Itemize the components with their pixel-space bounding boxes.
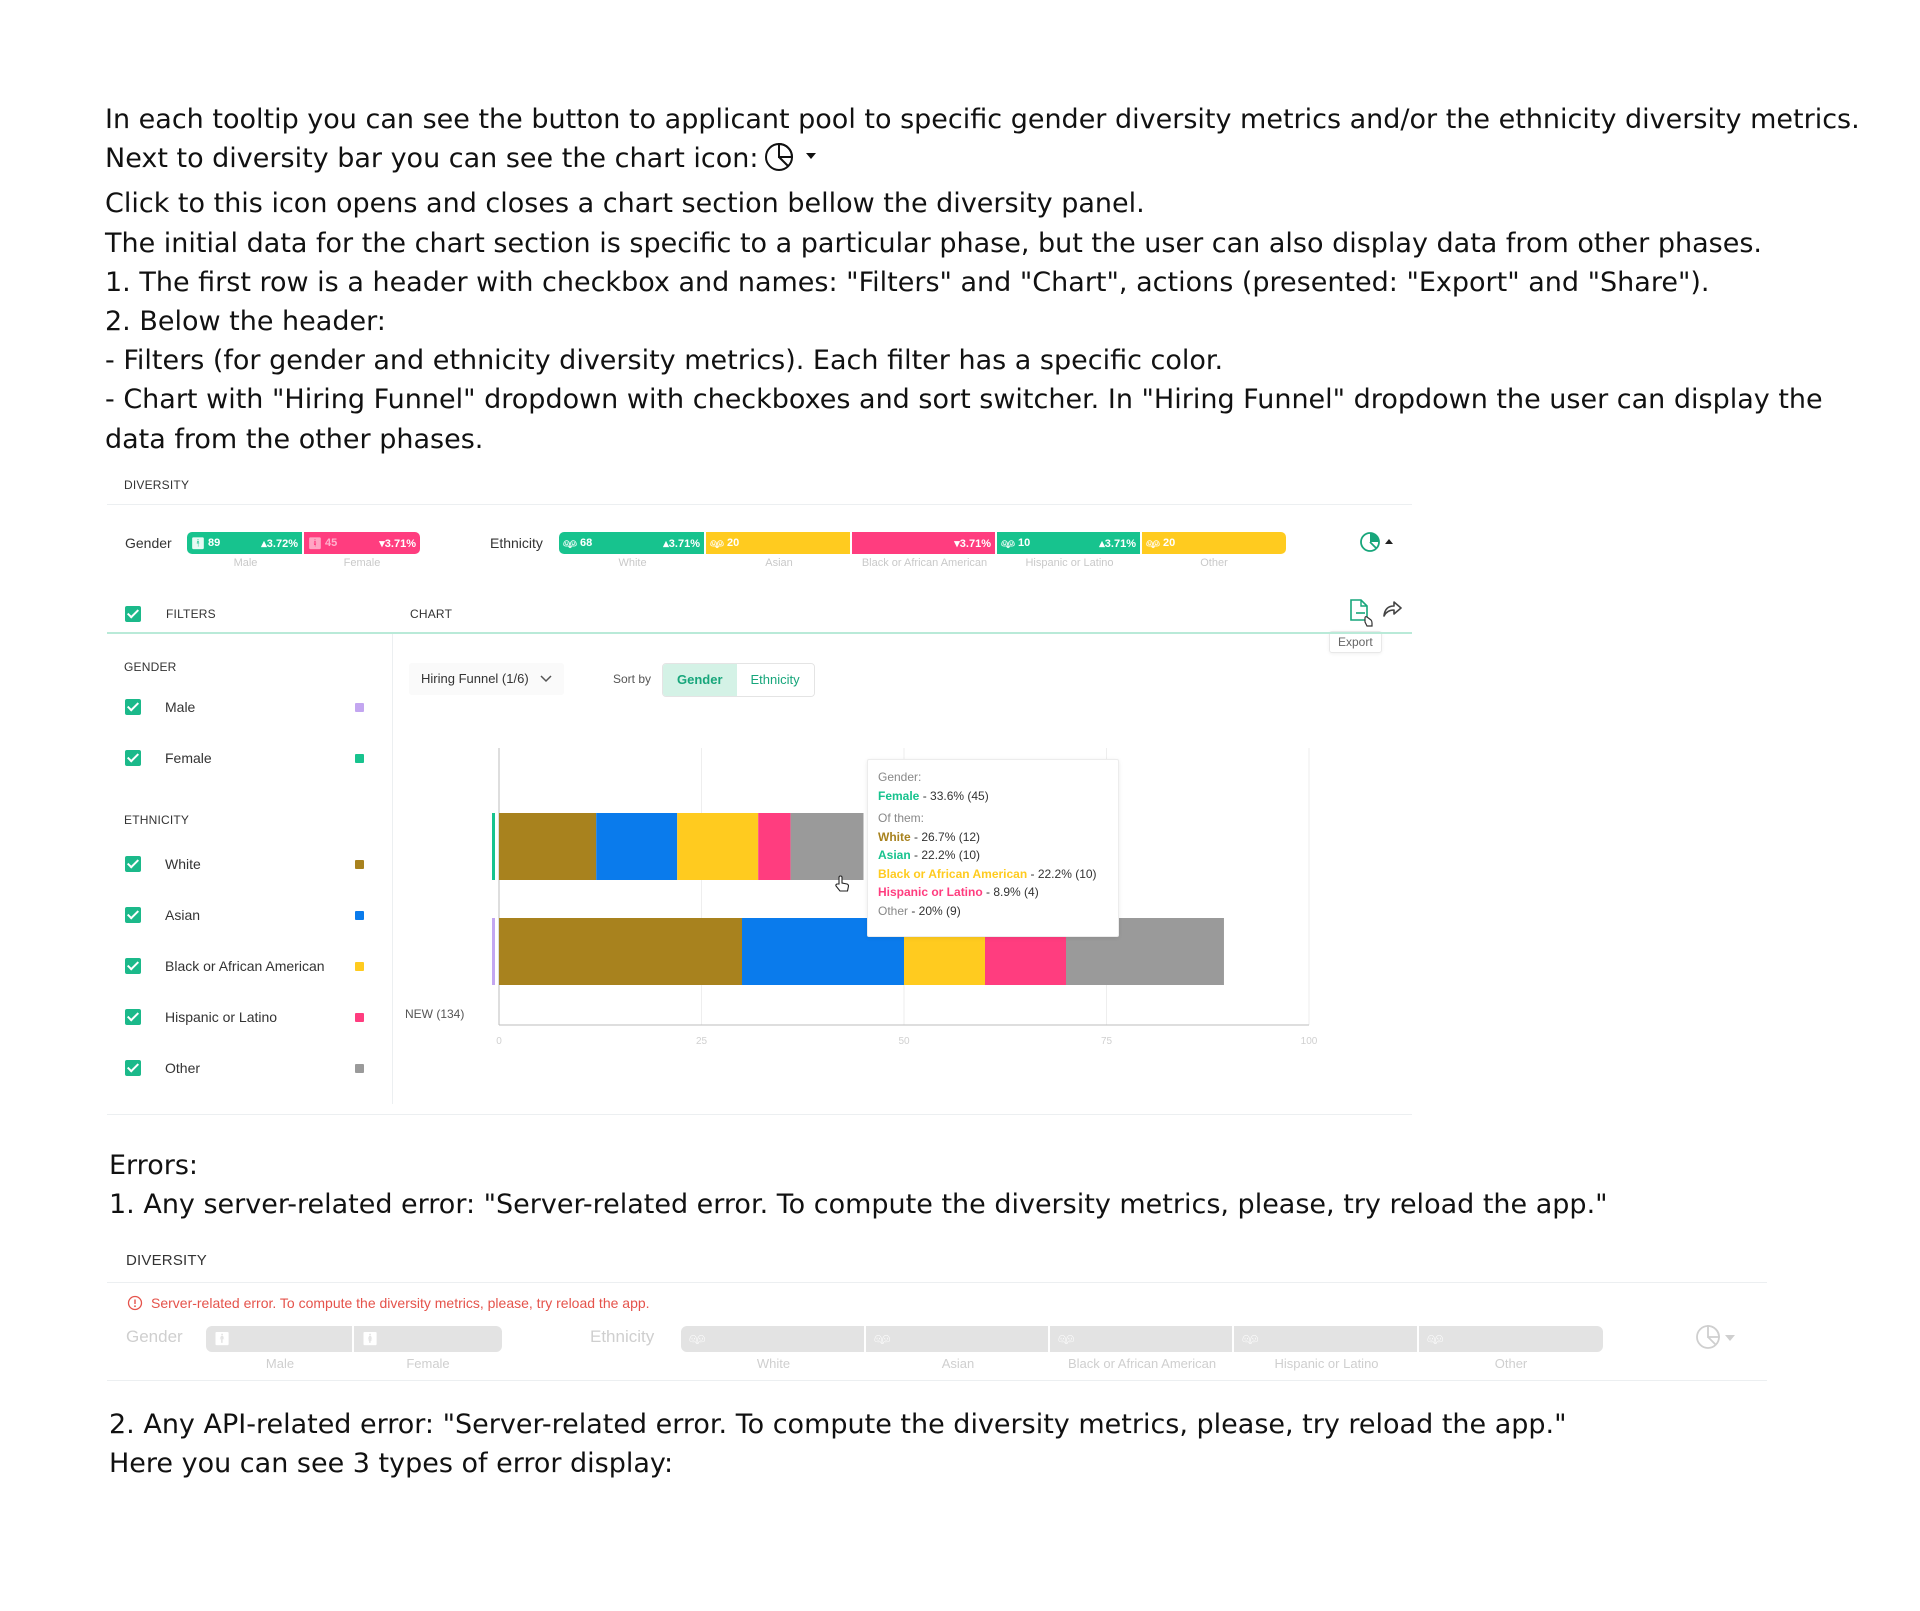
tooltip-row-value: - 20% (9) xyxy=(908,903,961,918)
female-filter-checkbox[interactable] xyxy=(125,750,141,766)
error-ethnicity-segment: 👫︎ xyxy=(866,1326,1050,1352)
ethnicity-diversity-bar[interactable] xyxy=(559,532,1286,554)
intro-line: 1. The first row is a header with checkbox and names: "Filters" and "Chart", actions (presented: "Export" and "Share"). xyxy=(105,266,1710,298)
diversity-panel-screenshot xyxy=(107,468,1412,1115)
error-icon xyxy=(127,1295,143,1316)
intro-line xyxy=(105,139,1865,184)
female-filter-label: Female xyxy=(165,750,212,766)
x-tick-label: 50 xyxy=(898,1036,910,1047)
error-ethnicity-label: Ethnicity xyxy=(590,1327,655,1346)
error-gender-bar xyxy=(206,1326,502,1352)
tooltip-row-value: - 8.9% (4) xyxy=(982,885,1039,899)
female-count: 45 xyxy=(324,537,338,549)
black-filter-label: Black or African American xyxy=(165,958,325,974)
error-ethnicity-sublabel: Black or African American xyxy=(1067,1356,1217,1371)
error-gender-sublabel: Male xyxy=(265,1356,295,1371)
gender-filter-title: GENDER xyxy=(124,660,177,674)
error-ethnicity-sublabel: Asian xyxy=(941,1356,975,1371)
asian-filter-checkbox[interactable] xyxy=(125,907,141,923)
error-ethnicity-sublabel: Hispanic or Latino xyxy=(1274,1356,1379,1371)
tooltip-row xyxy=(878,883,1108,902)
sort-ethnicity-option[interactable]: Ethnicity xyxy=(737,664,814,696)
category-label: NEW (134) xyxy=(405,1007,465,1021)
filters-checkbox[interactable] xyxy=(125,606,141,622)
filters-header: FILTERS xyxy=(166,607,216,621)
hispanic-delta: ▴3.71% xyxy=(1099,537,1136,550)
intro-text xyxy=(105,100,1865,459)
chart-toggle-icon-disabled xyxy=(1695,1323,1739,1356)
tooltip-row xyxy=(878,865,1108,884)
error-ethnicity-sublabel: Other xyxy=(1494,1356,1528,1371)
ethnicity-label: Ethnicity xyxy=(490,535,543,551)
error-gender-segment: 🚹︎ xyxy=(206,1326,354,1352)
error-item: 1. Any server-related error: "Server-related error. To compute the diversity metrics, please, try reload the app." xyxy=(109,1189,1608,1221)
other-segment[interactable] xyxy=(1142,532,1286,554)
male-sublabel: Male xyxy=(233,557,258,569)
error-gender-sublabel: Female xyxy=(406,1356,450,1371)
chart-toggle-icon[interactable] xyxy=(1359,530,1399,559)
other-color-swatch xyxy=(355,1064,364,1073)
bar-segment-black-or-african-american xyxy=(677,813,758,880)
asian-color-swatch xyxy=(355,911,364,920)
male-segment[interactable] xyxy=(187,532,304,554)
tooltip-row xyxy=(878,902,1108,921)
hispanic-color-swatch xyxy=(355,1013,364,1022)
intro-line: - Chart with "Hiring Funnel" dropdown with checkboxes and sort switcher. In "Hiring Funnel" dropdown the user can display the data from the other phases. xyxy=(105,384,1823,455)
white-segment[interactable] xyxy=(559,532,706,554)
white-color-swatch xyxy=(355,860,364,869)
black-segment[interactable] xyxy=(852,532,997,554)
intro-line: In each tooltip you can see the button to applicant pool to specific gender diversity metrics and/or the ethnicity diversity metrics. xyxy=(105,104,1860,135)
bar-segment-white xyxy=(499,918,742,985)
tooltip-female-row xyxy=(878,787,1108,806)
white-delta: ▴3.71% xyxy=(663,537,700,550)
error-ethnicity-segment: 👫︎ xyxy=(1427,1331,1444,1346)
other-filter-label: Other xyxy=(165,1060,201,1076)
tooltip-row-name: Hispanic or Latino xyxy=(878,885,983,899)
female-delta: ▾3.71% xyxy=(379,537,416,550)
intro-line: - Filters (for gender and ethnicity diversity metrics). Each filter has a specific color. xyxy=(105,345,1224,377)
error-item: Here you can see 3 types of error display: xyxy=(109,1448,674,1480)
sort-by-label: Sort by xyxy=(613,672,652,686)
error-ethnicity-sublabel: White xyxy=(756,1356,791,1371)
bar-segment-white xyxy=(499,813,596,880)
divider xyxy=(107,1380,1767,1381)
black-filter-checkbox[interactable] xyxy=(125,958,141,974)
asian-count: 20 xyxy=(726,537,740,549)
x-tick-label: 25 xyxy=(695,1036,708,1047)
gender-marker-male xyxy=(492,918,495,985)
bar-segment-asian xyxy=(596,813,677,880)
white-count: 68 xyxy=(579,537,593,549)
errors-text-2 xyxy=(109,1405,1567,1483)
asian-segment[interactable] xyxy=(706,532,852,554)
tooltip-row-name: White xyxy=(878,829,911,844)
white-sublabel: White xyxy=(618,557,647,569)
hiring-funnel-dropdown[interactable] xyxy=(409,663,564,695)
tooltip-row xyxy=(878,828,1108,847)
export-icon[interactable] xyxy=(1347,598,1375,633)
tooltip-row-value: - 22.2% (10) xyxy=(1027,866,1097,881)
person-icon: 🚺︎ xyxy=(308,537,322,550)
tooltip-row-value: - 22.2% (10) xyxy=(910,848,981,862)
hispanic-sublabel: Hispanic or Latino xyxy=(1025,557,1114,569)
diversity-title: DIVERSITY xyxy=(124,478,190,492)
male-delta: ▴3.72% xyxy=(261,537,298,550)
tooltip-female-name: Female xyxy=(878,788,920,803)
error-panel-title: DIVERSITY xyxy=(126,1252,207,1269)
error-ethnicity-segment: 👫︎ xyxy=(681,1326,866,1352)
errors-text xyxy=(109,1146,1608,1224)
female-color-swatch xyxy=(355,754,364,763)
tooltip-row-name: Other xyxy=(878,903,909,918)
error-ethnicity-segment: 👫︎ xyxy=(1050,1326,1234,1352)
asian-sublabel: Asian xyxy=(765,557,793,569)
bar-segment-other xyxy=(791,813,864,880)
chart-header: CHART xyxy=(410,607,453,621)
bottom-divider xyxy=(107,1114,1412,1115)
export-tooltip: Export xyxy=(1329,631,1382,653)
people-icon: 👫︎ xyxy=(563,537,577,550)
share-icon[interactable] xyxy=(1381,598,1405,625)
hispanic-count: 10 xyxy=(1017,537,1031,549)
chart-tooltip xyxy=(867,759,1119,937)
intro-line: 2. Below the header: xyxy=(105,306,386,338)
error-ethnicity-segment: 👫︎ xyxy=(1234,1326,1419,1352)
error-message: Server-related error. To compute the diversity metrics, please, try reload the app. xyxy=(151,1295,650,1311)
hispanic-filter-label: Hispanic or Latino xyxy=(165,1009,278,1025)
error-ethnicity-bar xyxy=(681,1326,1603,1352)
male-filter-checkbox[interactable] xyxy=(125,699,141,715)
gender-marker-female xyxy=(492,813,495,880)
intro-line: Click to this icon opens and closes a chart section bellow the diversity panel. xyxy=(105,188,1145,220)
divider xyxy=(107,1282,1767,1283)
hand-cursor-icon xyxy=(834,875,850,898)
white-filter-label: White xyxy=(165,856,201,872)
tooltip-row-value: - 26.7% (12) xyxy=(910,829,981,844)
chart-icon xyxy=(764,141,822,184)
intro-line-text: Next to diversity bar you can see the chart icon: xyxy=(105,143,759,175)
tooltip-row-name: Black or African American xyxy=(878,866,1028,881)
other-filter-checkbox[interactable] xyxy=(125,1060,141,1076)
people-icon: 👫︎ xyxy=(1001,537,1015,550)
error-gender-segment: 🚺︎ xyxy=(362,1331,379,1346)
error-gender-label: Gender xyxy=(126,1327,183,1346)
x-tick-label: 75 xyxy=(1100,1036,1113,1047)
black-color-swatch xyxy=(355,962,364,971)
female-sublabel: Female xyxy=(343,557,381,569)
female-segment[interactable] xyxy=(304,532,420,554)
tooltip-female-value: - 33.6% (45) xyxy=(919,788,989,803)
hispanic-segment[interactable] xyxy=(997,532,1142,554)
gender-label: Gender xyxy=(125,535,172,551)
asian-filter-label: Asian xyxy=(165,907,201,923)
bar-segment-hispanic-or-latino xyxy=(758,813,790,880)
chevron-down-icon xyxy=(540,663,552,695)
black-delta: ▾3.71% xyxy=(954,537,991,550)
filter-column-divider xyxy=(392,634,393,1104)
errors-heading: Errors: xyxy=(109,1150,198,1181)
male-color-swatch xyxy=(355,703,364,712)
header-divider xyxy=(107,632,1412,634)
ethnicity-filter-title: ETHNICITY xyxy=(124,813,190,827)
x-tick-label: 0 xyxy=(496,1036,502,1047)
other-sublabel: Other xyxy=(1200,557,1228,569)
intro-line: The initial data for the chart section is specific to a particular phase, but the user can also display data from other phases. xyxy=(105,227,1762,259)
tooltip-row xyxy=(878,846,1108,865)
error-item: 2. Any API-related error: "Server-related error. To compute the diversity metrics, please, try reload the app." xyxy=(109,1409,1567,1440)
male-filter-label: Male xyxy=(165,699,196,715)
other-count: 20 xyxy=(1162,537,1176,549)
people-icon: 👫︎ xyxy=(1146,537,1160,550)
divider xyxy=(107,504,1412,505)
hiring-funnel-label: Hiring Funnel (1/6) xyxy=(421,671,529,686)
black-sublabel: Black or African American xyxy=(861,557,988,569)
tooltip-gender-heading: Gender: xyxy=(878,770,922,784)
male-count: 89 xyxy=(207,537,221,549)
sort-gender-option[interactable]: Gender xyxy=(663,664,737,696)
tooltip-row-name: Asian xyxy=(878,848,911,862)
sort-switcher[interactable] xyxy=(662,663,815,697)
error-panel-screenshot xyxy=(107,1252,1767,1382)
x-tick-label: 100 xyxy=(1300,1036,1318,1047)
people-icon: 👫︎ xyxy=(710,537,724,550)
hispanic-filter-checkbox[interactable] xyxy=(125,1009,141,1025)
person-icon: 🚹︎ xyxy=(191,537,205,550)
white-filter-checkbox[interactable] xyxy=(125,856,141,872)
gender-diversity-bar[interactable] xyxy=(187,532,420,554)
tooltip-of-them: Of them: xyxy=(878,811,925,825)
